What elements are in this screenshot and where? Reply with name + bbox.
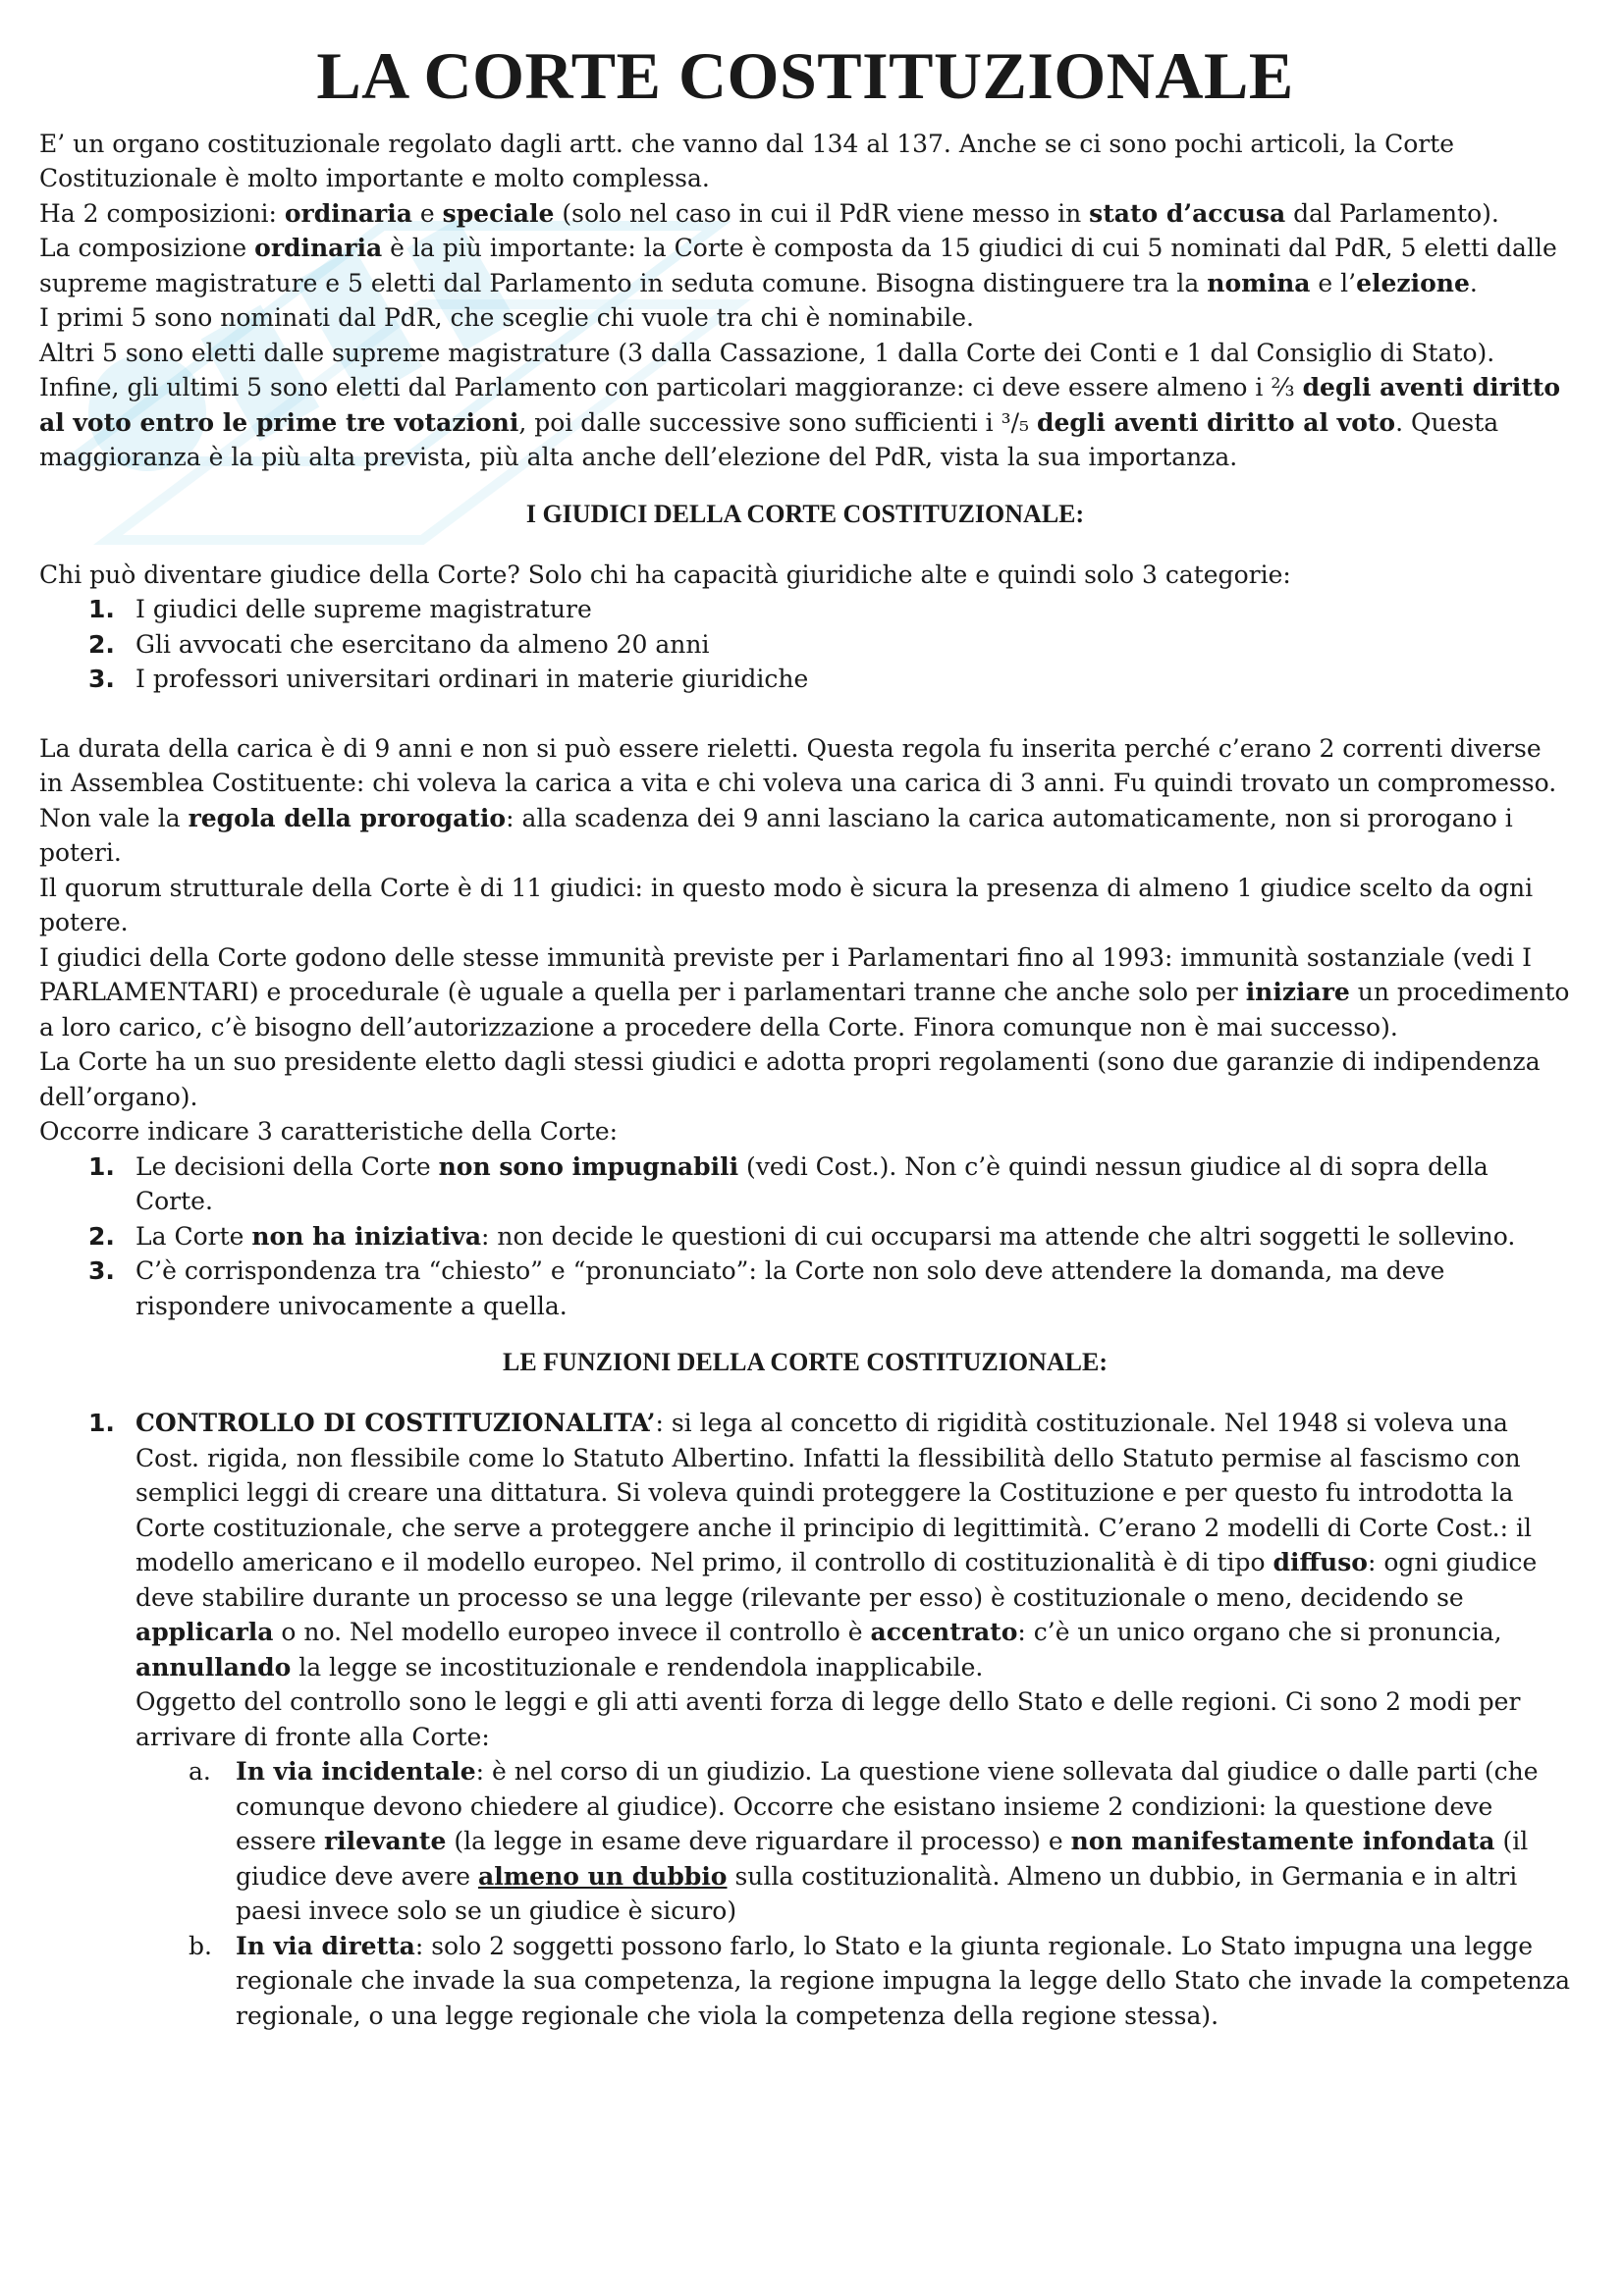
bold-term: regola della prorogatio [188,803,507,832]
text-span: La composizione [39,234,255,263]
giudici-paragraph-2 [39,801,1571,871]
text-span: : c’è un unico organo che si pronuncia, [1017,1618,1502,1647]
bold-term: In via incidentale [236,1757,476,1787]
bold-term: non ha iniziativa [251,1221,482,1251]
list-number: 3. [88,1256,115,1286]
text-span: e [411,198,443,228]
bold-term: ordinaria [284,198,412,228]
text-span: (solo nel caso in cui il PdR viene messo in [554,198,1090,228]
text-span: un procedimento a loro carico, c’è bisogno dell’autorizzazione a procedere della Corte. Finora comunque non è mai successo). [39,978,1570,1041]
bold-term: stato d’accusa [1089,198,1286,228]
spacer [39,697,1571,731]
bold-term: applicarla [135,1618,274,1647]
text-span: : non decide le questioni di cui occuparsi ma attende che altri soggetti le sollevino. [481,1221,1516,1251]
funzioni-list [39,1406,1571,1684]
bold-term: elezione [1356,268,1470,297]
giudici-paragraph-5: La Corte ha un suo presidente eletto dagli stessi giudici e adotta propri regolamenti (sono due garanzie di indipendenza dell’organo). [39,1047,1541,1111]
text-span: . Questa maggioranza è la più alta prevista, più alta anche dell’elezione del PdR, vista la sua importanza. [39,407,1499,472]
bold-term: ordinaria [254,234,383,263]
bold-term: annullando [135,1652,292,1682]
bold-term: diffuso [1272,1548,1368,1577]
text-span: : solo 2 soggetti possono farlo, lo Stato e la giunta regionale. Lo Stato impugna una legge regionale che invade la sua competenza, la regione impugna la legge dello Stato che invade la competenza regionale, o una legge regionale che viola la competenza della regione stessa). [236,1931,1571,2030]
text-span: : ogni giudice deve stabilire durante un processo se una legge (rilevante per esso) è costituzionale o meno, decidendo se [135,1548,1538,1612]
list-number: 2. [88,629,115,659]
list-text: I professori universitari ordinari in materie giuridiche [135,665,809,694]
text-span: (la legge in esame deve riguardare il processo) e [446,1827,1071,1856]
modes-list [39,1754,1571,2033]
list-item [39,1406,1571,1684]
text-span: Le decisioni della Corte [135,1151,439,1181]
intro-paragraph-6 [39,370,1571,475]
giudici-paragraph-1: La durata della carica è di 9 anni e non si può essere rieletti. Questa regola fu inserita perché c’erano 2 correnti diverse in Assemblea Costituente: chi voleva la carica a vita e chi voleva una carica di 3 anni. Fu quindi trovato un compromesso. [39,733,1557,798]
text-span: (vedi Cost.). Non c’è quindi nessun giudice al di sopra della Corte. [135,1151,1489,1216]
intro-paragraph-1: E’ un organo costituzionale regolato dagli artt. che vanno dal 134 al 137. Anche se ci sono pochi articoli, la Corte Costituzionale è molto importante e molto complessa. [39,129,1455,193]
section-heading-funzioni: LE FUNZIONI DELLA CORTE COSTITUZIONALE: [502,1348,1108,1377]
bold-term: non manifestamente infondata [1070,1827,1495,1856]
list-item [39,662,1571,697]
text-span: la legge se incostituzionale e rendendola inapplicabile. [291,1652,984,1682]
giudici-paragraph-3: Il quorum strutturale della Corte è di 11 giudici: in questo modo è sicura la presenza di almeno 1 giudice scelto da ogni potere. [39,873,1534,937]
list-item [39,592,1571,627]
list-text: Gli avvocati che esercitano da almeno 20 anni [135,629,710,659]
categories-list [39,592,1571,697]
controllo-paragraph-2: Oggetto del controllo sono le leggi e gli atti aventi forza di legge dello Stato e delle regioni. Ci sono 2 modi per arrivare di fronte alla Corte: [135,1687,1521,1751]
text-span: C’è corrispondenza tra “chiesto” e “pronunciato”: la Corte non solo deve attendere la domanda, ma deve rispondere univocamente a quella. [135,1256,1445,1320]
text-span: Infine, gli ultimi 5 sono eletti dal Parlamento con particolari maggioranze: ci deve essere almeno i ⅔ [39,373,1303,402]
bold-term: rilevante [323,1827,447,1856]
text-span: è la più importante: la Corte è composta da 15 giudici di cui 5 nominati dal PdR, 5 eletti dalle supreme magistrature e 5 eletti dal Parlamento in seduta comune. Bisogna distinguere tra la [39,234,1557,297]
list-number: 1. [88,1409,115,1438]
list-number: 3. [88,665,115,694]
bold-term: iniziare [1245,978,1350,1007]
section-heading-giudici: I GIUDICI DELLA CORTE COSTITUZIONALE: [525,499,1085,528]
bold-term: CONTROLLO DI COSTITUZIONALITA’ [135,1409,656,1438]
intro-paragraph-4: I primi 5 sono nominati dal PdR, che sceglie chi vuole tra chi è nominabile. [39,303,974,333]
bold-term: degli aventi diritto al voto entro le prime tre votazioni [39,373,1561,437]
list-item [39,1254,1571,1323]
text-span: Non vale la [39,803,189,832]
text-span: e l’ [1310,268,1357,297]
text-span: La Corte [135,1221,252,1251]
underlined-term: almeno un dubbio [478,1861,728,1891]
text-span: (il giudice deve avere [236,1827,1529,1891]
text-span: I giudici della Corte godono delle stesse immunità previste per i Parlamentari fino al 1993: immunità sostanziale (vedi I PARLAMENTARI) e procedurale (è uguale a quella per i parlamentari tranne che anche solo per [39,942,1532,1007]
bold-term: speciale [442,198,555,228]
bold-term: nomina [1207,268,1311,297]
list-item [39,1929,1571,2034]
text-span: sulla costituzionalità. Almeno un dubbio, in Germania e in altri paesi invece solo se un giudice è sicuro) [236,1861,1518,1926]
text-span: Ha 2 composizioni: [39,198,285,228]
text-span: , poi dalle successive sono sufficienti i ³/₅ [518,407,1038,437]
bold-term: In via diretta [236,1931,415,1960]
intro-paragraph-3 [39,231,1571,300]
intro-paragraph-2 [39,196,1571,232]
text-span: o no. Nel modello europeo invece il controllo è [273,1618,871,1647]
list-item [39,1149,1571,1219]
bold-term: non sono impugnabili [438,1151,739,1181]
intro-paragraph-5: Altri 5 sono eletti dalle supreme magistrature (3 dalla Cassazione, 1 dalla Corte dei Conti e 1 dal Consiglio di Stato). [39,338,1495,367]
bold-term: degli aventi diritto al voto [1037,407,1396,437]
list-number: 1. [88,595,115,624]
giudici-lead: Chi può diventare giudice della Corte? Solo chi ha capacità giuridiche alte e quindi solo 3 categorie: [39,560,1291,589]
list-letter: b. [189,1931,212,1960]
text-span: : alla scadenza dei 9 anni lasciano la carica automaticamente, non si prorogano i poteri. [39,803,1513,868]
text-span: dal Parlamento). [1285,198,1499,228]
list-number: 1. [88,1151,115,1181]
bold-term: accentrato [870,1618,1018,1647]
text-span: : si lega al concetto di rigidità costituzionale. Nel 1948 si voleva una Cost. rigida, non flessibile come lo Statuto Albertino. Infatti la flessibilità dello Statuto permise al fascismo con semplici leggi di creare una dittatura. Si voleva quindi proteggere la Costituzione e per questo fu introdotta la Corte costituzionale, che serve a proteggere anche il principio di legittimità. C’erano 2 modelli di Corte Cost.: il modello americano e il modello europeo. Nel primo, il controllo di costituzionalità è di tipo [135,1409,1532,1577]
page-title: LA CORTE COSTITUZIONALE [316,38,1294,113]
list-item [39,627,1571,663]
list-letter: a. [189,1757,211,1787]
list-item [39,1219,1571,1255]
list-item [39,1754,1571,1929]
document-body [39,39,1571,2033]
traits-list [39,1149,1571,1324]
list-number: 2. [88,1221,115,1251]
giudici-paragraph-6: Occorre indicare 3 caratteristiche della Corte: [39,1117,619,1147]
list-text: I giudici delle supreme magistrature [135,595,592,624]
text-span: : è nel corso di un giudizio. La questione viene sollevata dal giudice o dalle parti (che comunque devono chiedere al giudice). Occorre che esistano insieme 2 condizioni: la questione deve essere [236,1757,1539,1856]
text-span: . [1469,268,1478,297]
giudici-paragraph-4 [39,940,1571,1045]
